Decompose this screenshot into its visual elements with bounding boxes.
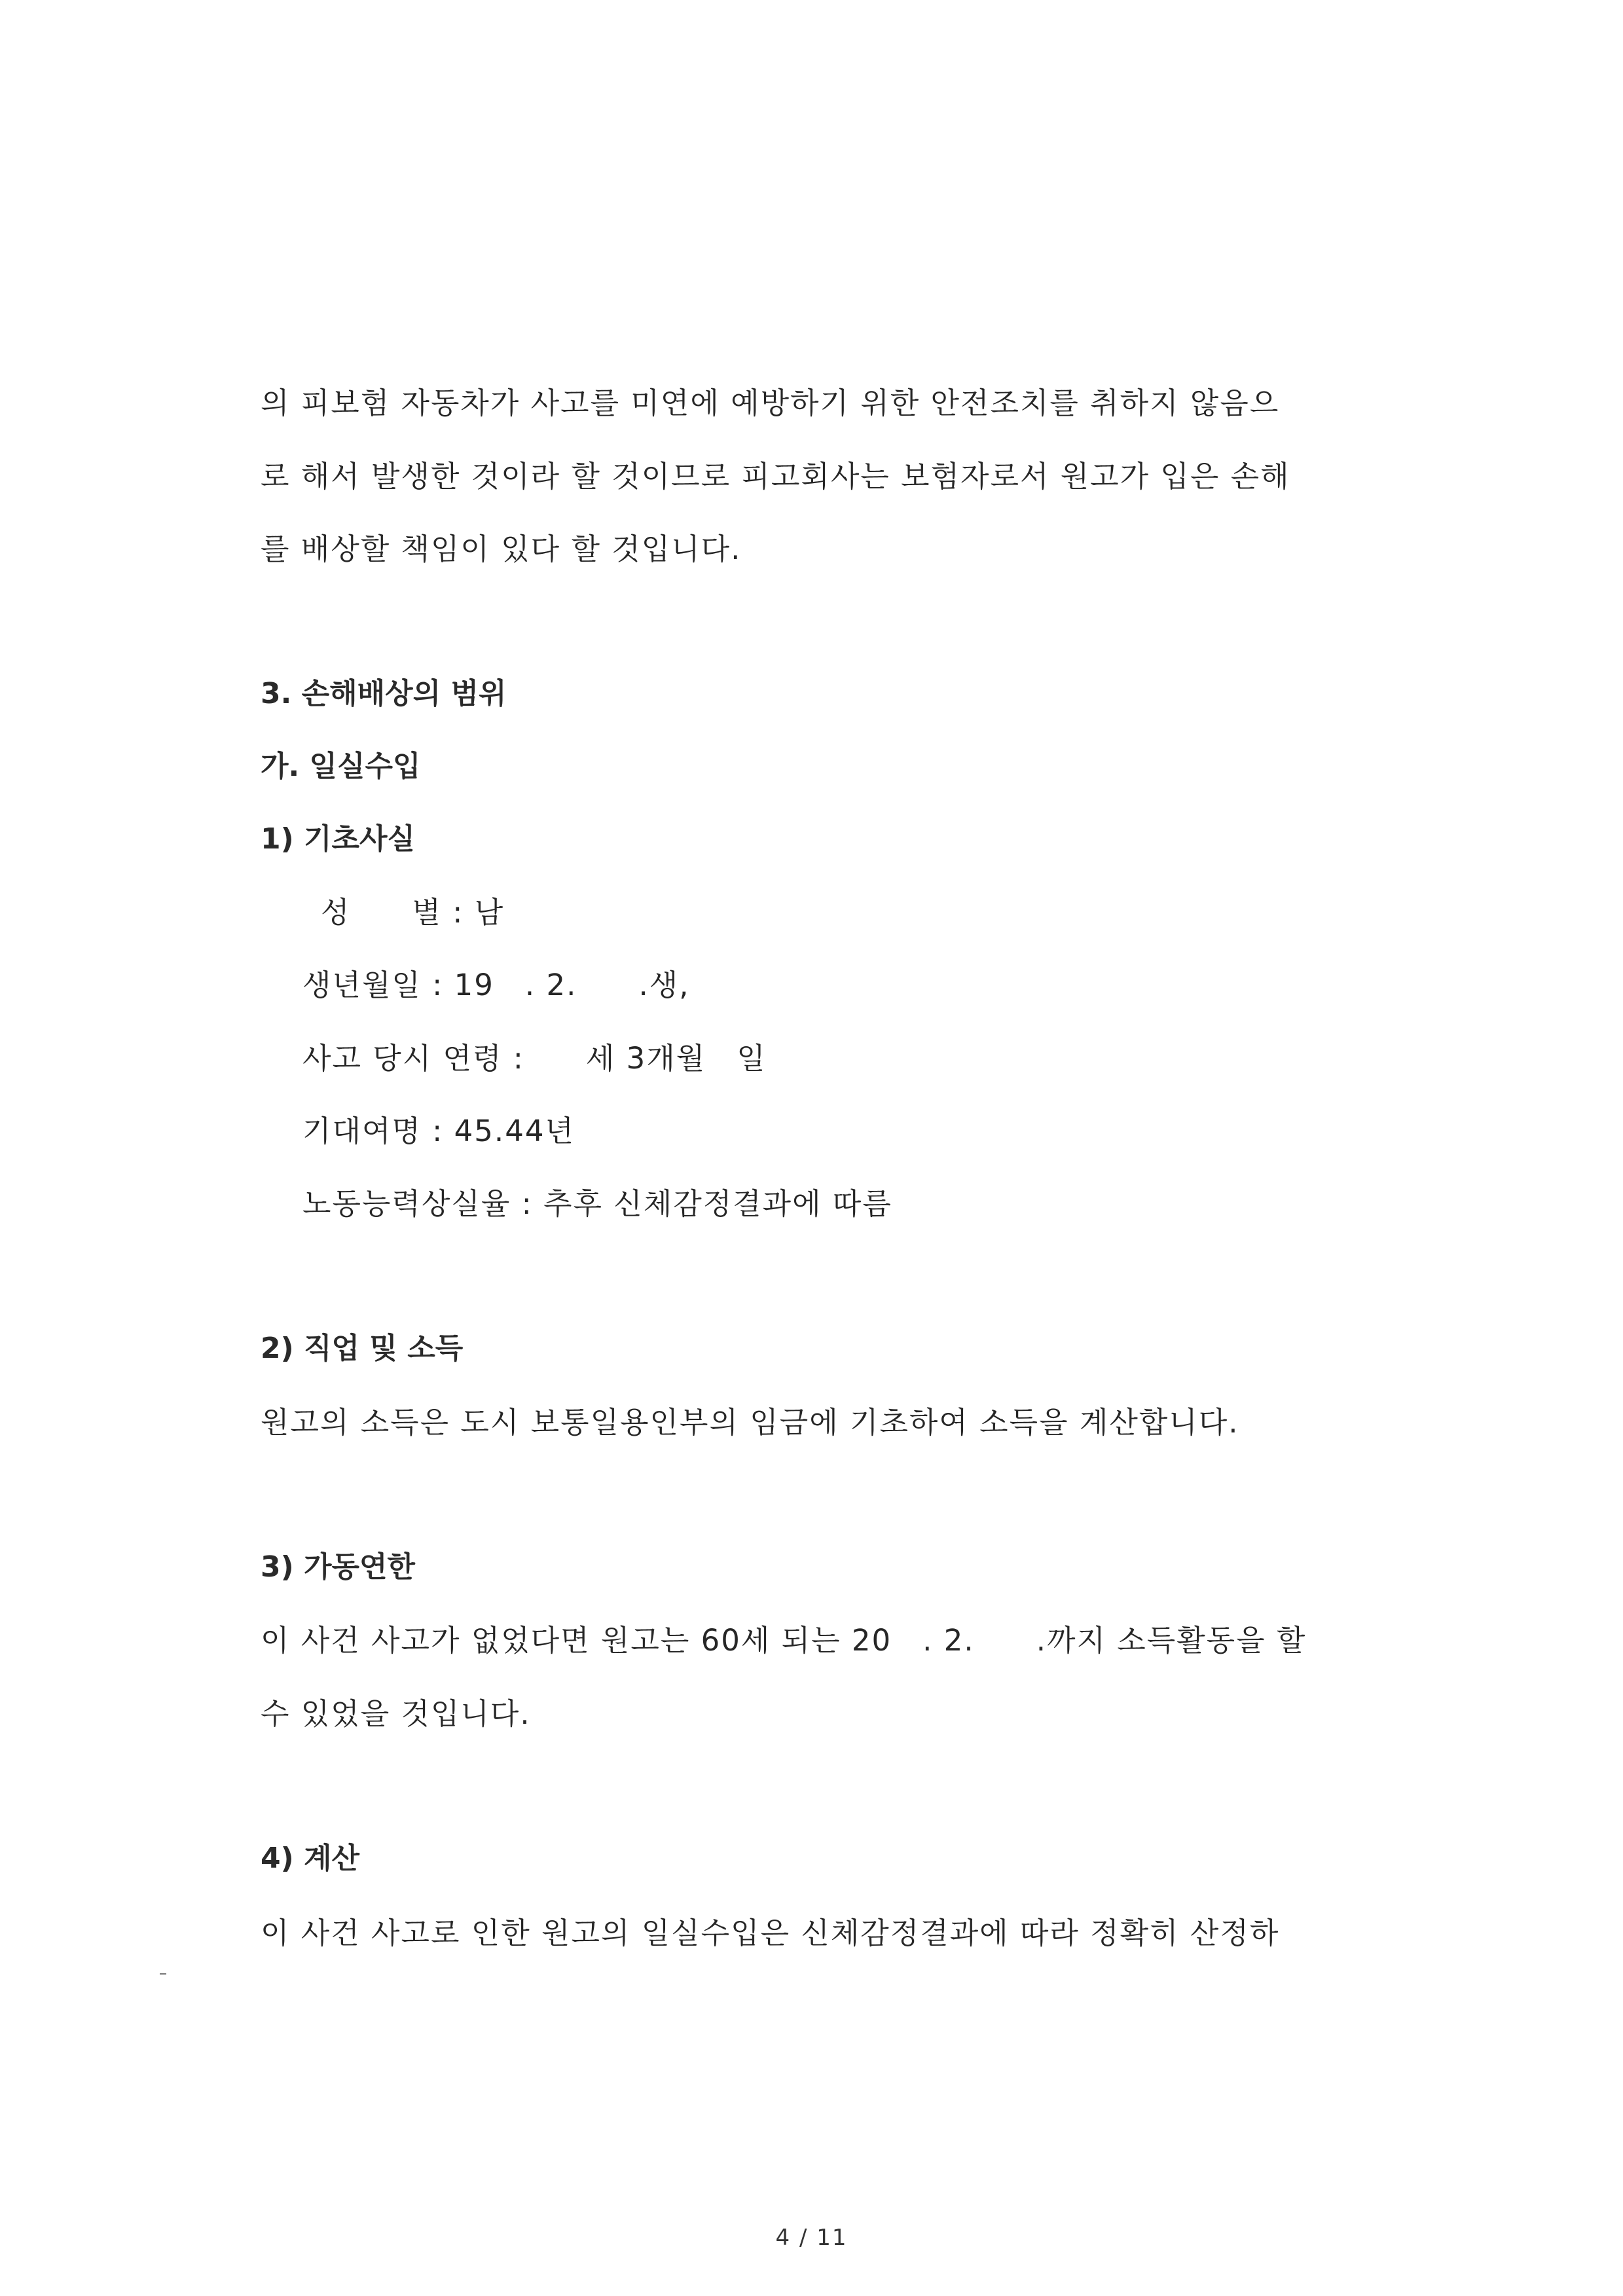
scan-mark	[160, 1973, 166, 1975]
subsection-heading: 가. 일실수입	[261, 750, 421, 783]
fact-age-at-accident: 사고 당시 연령 : 세 3개월 일	[302, 1041, 767, 1076]
item-heading: 4) 계산	[261, 1842, 360, 1875]
paragraph-line: 의 피보험 자동차가 사고를 미연에 예방하기 위한 안전조치를 취하지 않음으	[261, 386, 1280, 420]
paragraph-line: 이 사건 사고가 없었다면 원고는 60세 되는 20 . 2. .까지 소득활동을 할	[261, 1623, 1307, 1658]
item-heading: 1) 기초사실	[261, 822, 416, 856]
item-heading: 2) 직업 및 소득	[261, 1332, 464, 1365]
paragraph-line: 를 배상할 책임이 있다 할 것입니다.	[261, 532, 742, 566]
paragraph-line: 로 해서 발생한 것이라 할 것이므로 피고회사는 보험자로서 원고가 입은 손해	[261, 459, 1290, 494]
fact-disability-rate: 노동능력상실율 : 추후 신체감정결과에 따름	[302, 1186, 892, 1221]
paragraph-line: 원고의 소득은 도시 보통일용인부의 임금에 기초하여 소득을 계산합니다.	[261, 1405, 1239, 1440]
page-number: 4 / 11	[775, 2225, 848, 2251]
fact-birthdate: 생년월일 : 19 . 2. .생,	[302, 968, 690, 1002]
fact-life-expectancy: 기대여명 : 45.44년	[302, 1114, 575, 1148]
item-heading: 3) 가동연한	[261, 1550, 416, 1584]
fact-gender: 성 별 : 남	[321, 895, 505, 930]
paragraph-line: 이 사건 사고로 인한 원고의 일실수입은 신체감정결과에 따라 정확히 산정하	[261, 1916, 1280, 1950]
paragraph-line: 수 있었을 것입니다.	[261, 1696, 531, 1731]
section-heading: 3. 손해배상의 범위	[261, 677, 507, 710]
